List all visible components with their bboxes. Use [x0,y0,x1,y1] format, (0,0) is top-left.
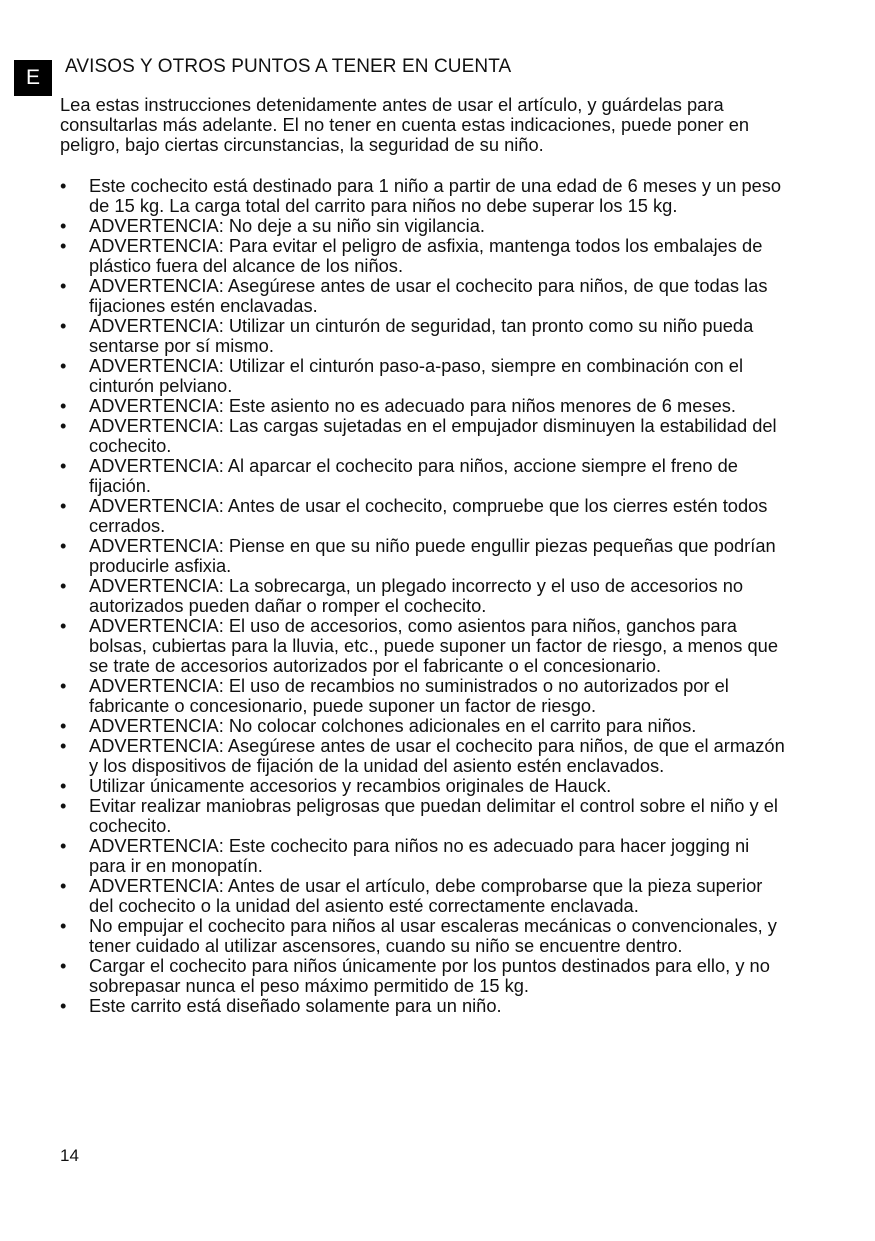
bullet-icon: • [60,775,67,796]
list-item [60,276,788,316]
bullet-icon: • [60,175,67,196]
list-item [60,776,788,796]
language-tab: E [14,60,52,96]
list-item-text: ADVERTENCIA: Este cochecito para niños no es adecuado para hacer jogging ni para ir en monopatín. [89,835,750,876]
bullet-icon: • [60,215,67,236]
bullet-icon: • [60,955,67,976]
list-item [60,716,788,736]
bullet-icon: • [60,275,67,296]
bullet-icon: • [60,575,67,596]
list-item-text: Evitar realizar maniobras peligrosas que puedan delimitar el control sobre el niño y el cochecito. [89,795,778,836]
list-item-text: ADVERTENCIA: Este asiento no es adecuado para niños menores de 6 meses. [89,395,736,416]
list-item-text: ADVERTENCIA: No deje a su niño sin vigilancia. [89,215,485,236]
list-item [60,316,788,356]
list-item [60,916,788,956]
list-item [60,836,788,876]
list-item-text: ADVERTENCIA: Antes de usar el cochecito, compruebe que los cierres estén todos cerrados. [89,495,768,536]
list-item-text: ADVERTENCIA: Asegúrese antes de usar el cochecito para niños, de que todas las fijaciones estén enclavadas. [89,275,768,316]
list-item [60,736,788,776]
list-item-text: Este carrito está diseñado solamente para un niño. [89,995,502,1016]
list-item-text: Utilizar únicamente accesorios y recambios originales de Hauck. [89,775,612,796]
list-item-text: ADVERTENCIA: Las cargas sujetadas en el empujador disminuyen la estabilidad del cochecito. [89,415,777,456]
list-item-text: ADVERTENCIA: La sobrecarga, un plegado incorrecto y el uso de accesorios no autorizados pueden dañar o romper el cochecito. [89,575,744,616]
intro-paragraph: Lea estas instrucciones detenidamente antes de usar el artículo, y guárdelas para consultarlas más adelante. El no tener en cuenta estas indicaciones, puede poner en peligro, bajo ciertas circunstancias, la seguridad de su niño. [60,94,750,155]
list-item-text: ADVERTENCIA: Piense en que su niño puede engullir piezas pequeñas que podrían producirle asfixia. [89,535,776,576]
list-item [60,236,788,276]
list-item-text: ADVERTENCIA: Asegúrese antes de usar el cochecito para niños, de que el armazón y los dispositivos de fijación de la unidad del asiento estén enclavados. [89,735,785,776]
list-item [60,496,788,536]
list-item [60,456,788,496]
list-item [60,956,788,996]
bullet-icon: • [60,615,67,636]
list-item [60,996,788,1016]
page-title: AVISOS Y OTROS PUNTOS A TENER EN CUENTA [65,56,512,77]
bullet-icon: • [60,235,67,256]
list-item [60,216,788,236]
bullet-icon: • [60,495,67,516]
bullet-icon: • [60,535,67,556]
list-item [60,616,788,676]
bullet-icon: • [60,715,67,736]
page-number: 14 [60,1146,79,1165]
list-item-text: Cargar el cochecito para niños únicamente por los puntos destinados para ello, y no sobrepasar nunca el peso máximo permitido de 15 kg. [89,955,770,996]
list-item-text: ADVERTENCIA: No colocar colchones adicionales en el carrito para niños. [89,715,697,736]
bullet-icon: • [60,395,67,416]
bullet-icon: • [60,915,67,936]
list-item-text: ADVERTENCIA: Utilizar un cinturón de seguridad, tan pronto como su niño pueda sentarse por sí mismo. [89,315,754,356]
list-item-text: ADVERTENCIA: El uso de recambios no suministrados o no autorizados por el fabricante o concesionario, puede suponer un factor de riesgo. [89,675,729,716]
warnings-list [60,176,788,1016]
bullet-icon: • [60,315,67,336]
list-item [60,876,788,916]
list-item [60,576,788,616]
list-item-text: ADVERTENCIA: Para evitar el peligro de asfixia, mantenga todos los embalajes de plástico fuera del alcance de los niños. [89,235,763,276]
list-item [60,536,788,576]
list-item [60,396,788,416]
list-item [60,676,788,716]
bullet-icon: • [60,835,67,856]
list-item-text: Este cochecito está destinado para 1 niño a partir de una edad de 6 meses y un peso de 15 kg. La carga total del carrito para niños no debe superar los 15 kg. [89,175,782,216]
list-item [60,796,788,836]
list-item-text: ADVERTENCIA: Al aparcar el cochecito para niños, accione siempre el freno de fijación. [89,455,738,496]
list-item-text: ADVERTENCIA: Utilizar el cinturón paso-a-paso, siempre en combinación con el cinturón pelviano. [89,355,744,396]
bullet-icon: • [60,455,67,476]
list-item [60,176,788,216]
list-item-text: ADVERTENCIA: El uso de accesorios, como asientos para niños, ganchos para bolsas, cubiertas para la lluvia, etc., puede suponer un factor de riesgo, a menos que se trate de accesorios autorizados por el fabricante o el concesionario. [89,615,779,676]
list-item [60,416,788,456]
bullet-icon: • [60,875,67,896]
list-item-text: ADVERTENCIA: Antes de usar el artículo, debe comprobarse que la pieza superior del cochecito o la unidad del asiento esté correctamente enclavada. [89,875,763,916]
bullet-icon: • [60,675,67,696]
bullet-icon: • [60,735,67,756]
bullet-icon: • [60,795,67,816]
list-item [60,356,788,396]
bullet-icon: • [60,995,67,1016]
bullet-icon: • [60,415,67,436]
list-item-text: No empujar el cochecito para niños al usar escaleras mecánicas o convencionales, y tener cuidado al utilizar ascensores, cuando su niño se encuentre dentro. [89,915,777,956]
bullet-icon: • [60,355,67,376]
